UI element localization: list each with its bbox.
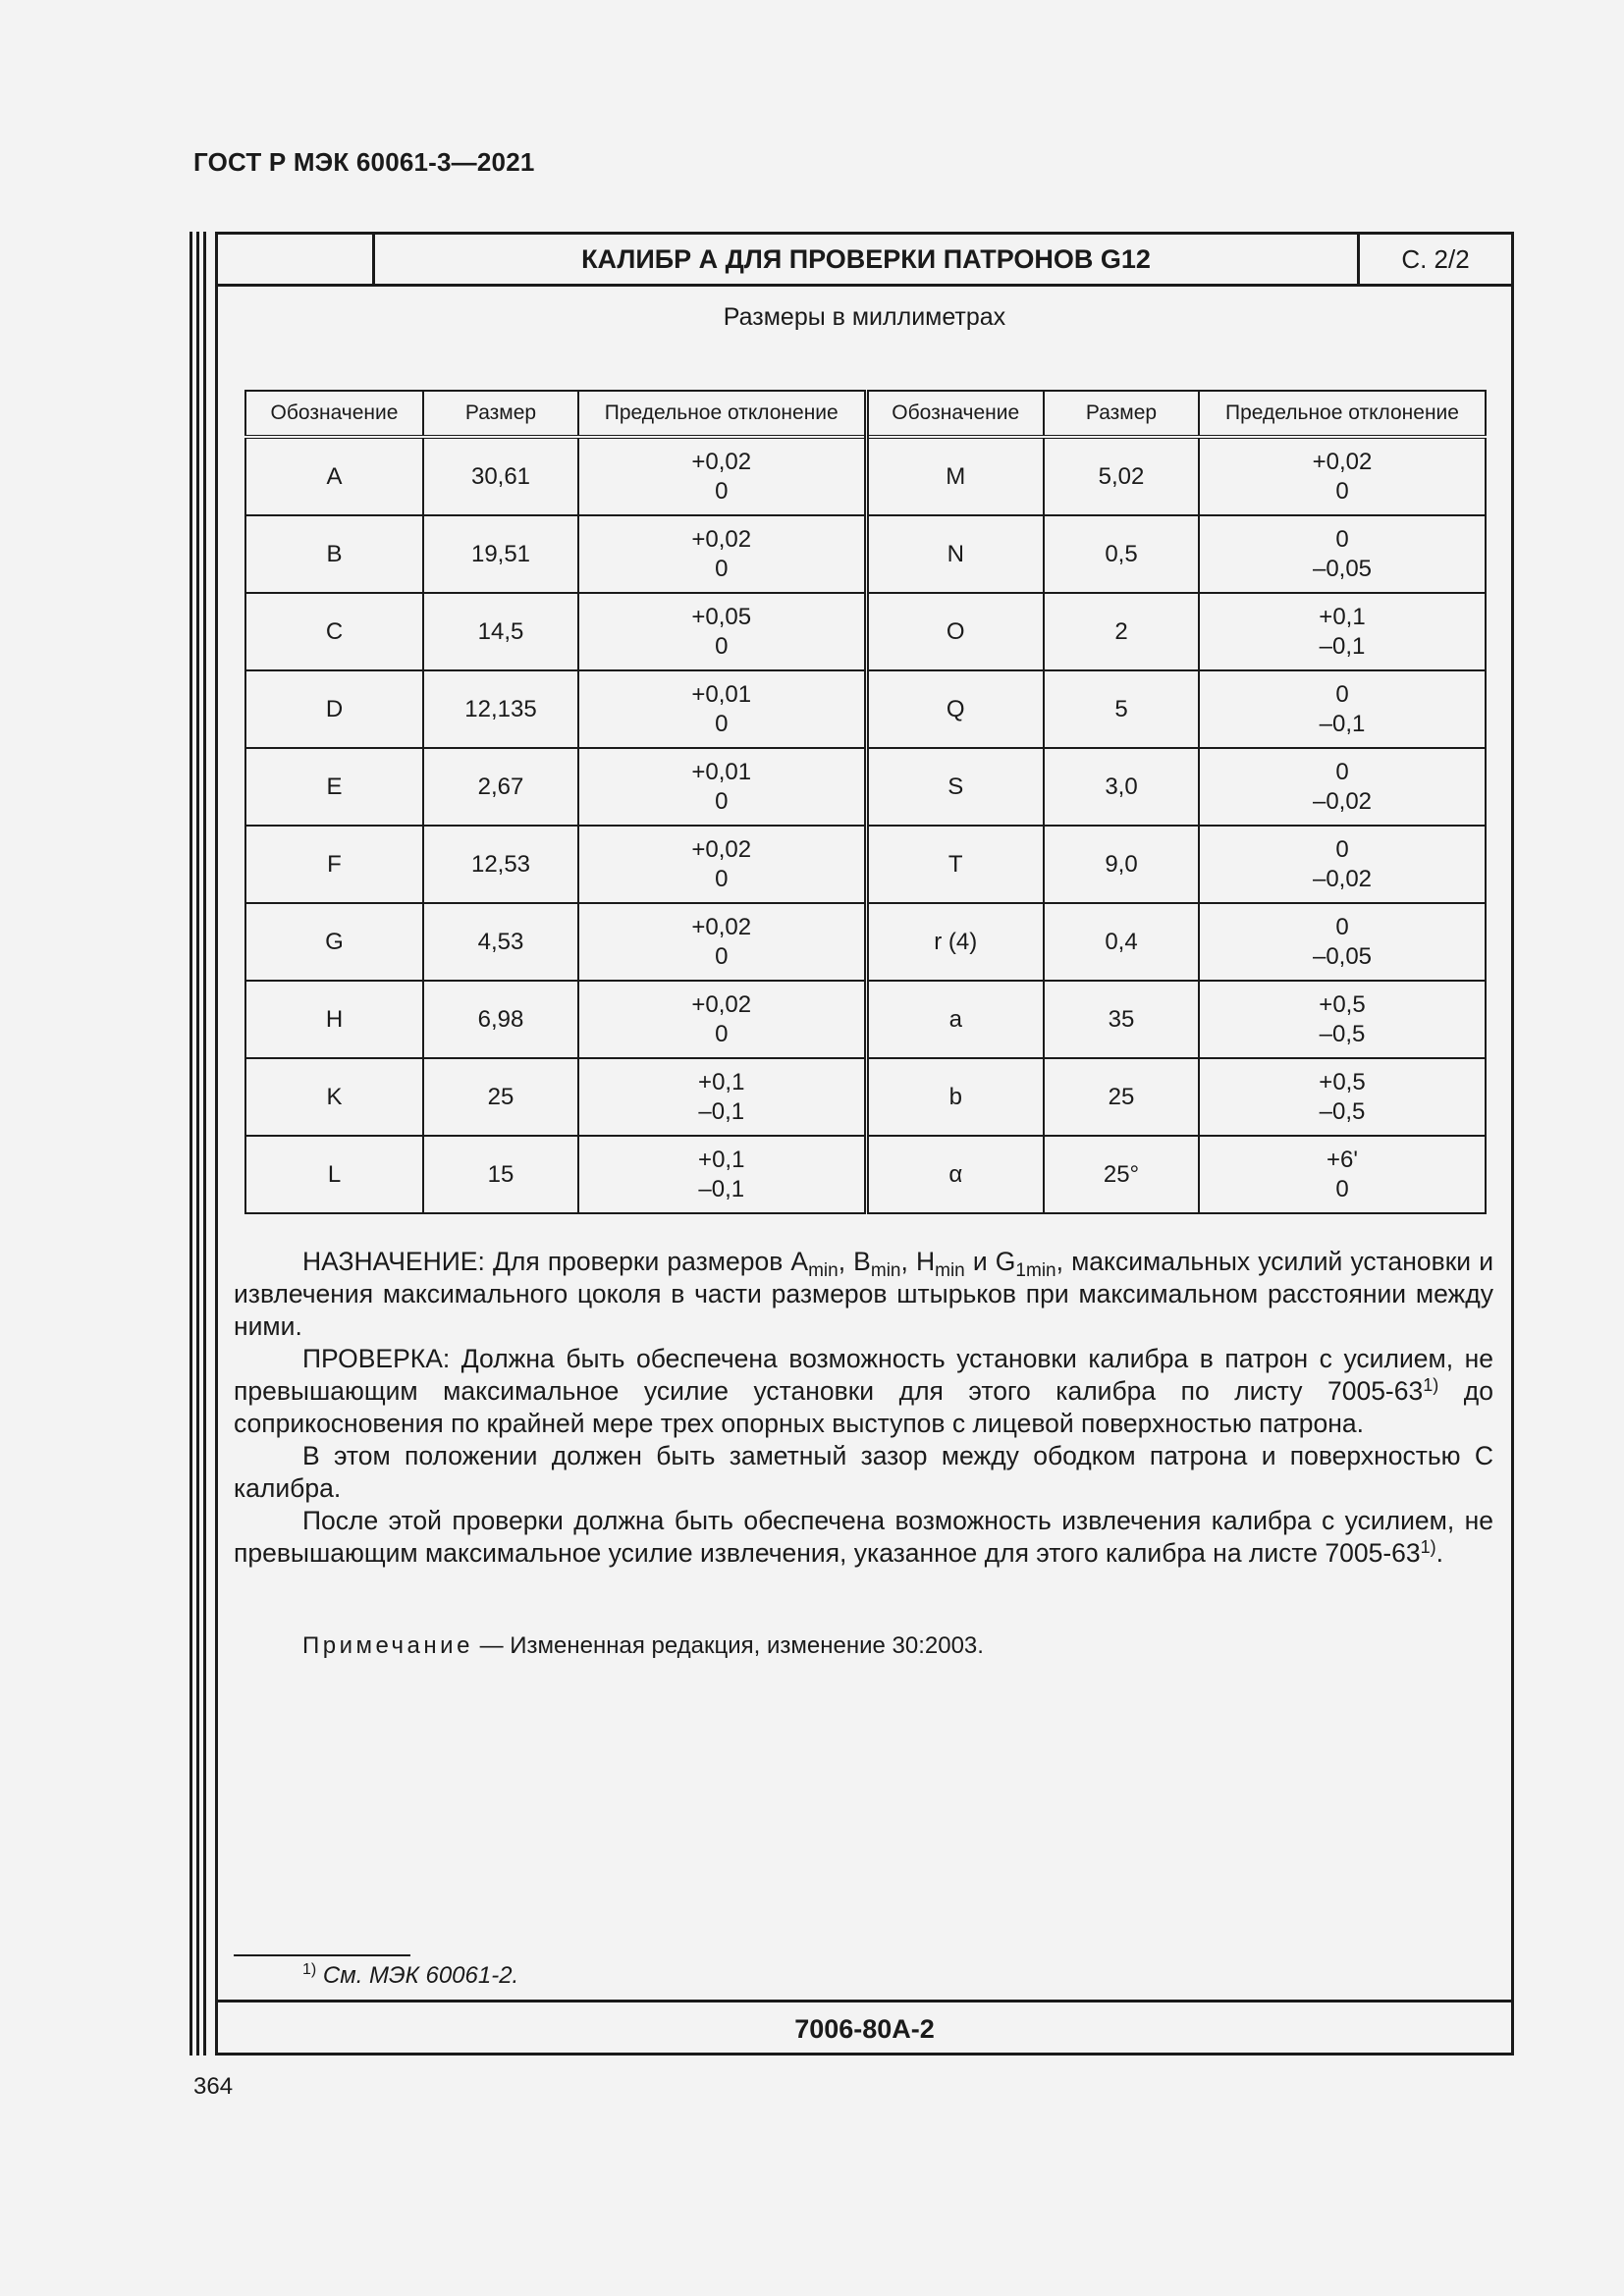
lower-deviation: –0,1 (1319, 710, 1366, 737)
lower-deviation: 0 (715, 632, 729, 660)
size-cell: 0,4 (1044, 903, 1199, 981)
drawing-frame (215, 232, 1514, 2056)
removal-paragraph (234, 1505, 1493, 1570)
size-cell: 15 (423, 1136, 578, 1213)
position-paragraph: В этом положении должен быть заметный зазор между ободком патрона и поверхностью C калибра. (234, 1441, 1493, 1503)
lower-deviation: –0,02 (1312, 865, 1373, 892)
tolerance-cell (578, 515, 866, 593)
margin-bars (189, 232, 207, 2056)
text-run: , B (838, 1247, 871, 1276)
size-cell: 30,61 (423, 437, 578, 515)
dimensions-caption: Размеры в миллиметрах (723, 303, 1006, 331)
symbol-cell: L (245, 1136, 423, 1213)
table-row (245, 1058, 1486, 1136)
size-cell: 3,0 (1044, 748, 1199, 826)
upper-deviation: +0,02 (691, 525, 752, 553)
dimensions-table (244, 390, 1487, 1214)
tolerance-cell (578, 1058, 866, 1136)
symbol-cell: K (245, 1058, 423, 1136)
lower-deviation: 0 (715, 555, 729, 582)
lower-deviation: –0,05 (1312, 942, 1373, 970)
table-row (245, 515, 1486, 593)
text-run: . (1435, 1538, 1444, 1568)
standard-header: ГОСТ Р МЭК 60061-3—2021 (193, 147, 535, 177)
lower-deviation: –0,05 (1312, 555, 1373, 582)
symbol-cell: B (245, 515, 423, 593)
size-cell: 5 (1044, 670, 1199, 748)
size-cell: 25° (1044, 1136, 1199, 1213)
column-header: Предельное отклонение (1199, 391, 1486, 437)
size-cell: 5,02 (1044, 437, 1199, 515)
table-row (245, 826, 1486, 903)
title-block (218, 235, 1511, 287)
table-row (245, 1136, 1486, 1213)
lower-deviation: –0,5 (1319, 1020, 1366, 1047)
upper-deviation: +0,02 (691, 835, 752, 863)
drawing-number: 7006-80A-2 (218, 2000, 1511, 2056)
upper-deviation: 0 (1335, 913, 1349, 940)
tolerance-cell (578, 748, 866, 826)
table-row (245, 670, 1486, 748)
upper-deviation: +0,01 (691, 680, 752, 708)
symbol-cell: C (245, 593, 423, 670)
subscript: min (870, 1260, 901, 1281)
symbol-cell: G (245, 903, 423, 981)
table-row (245, 748, 1486, 826)
text-run: , максимальных усилий установки и извлечения максимального цоколя в части размеров штырьков при максимальном расстоянии между ними. (234, 1247, 1494, 1341)
sheet-number: С. 2/2 (1401, 243, 1470, 274)
symbol-cell: D (245, 670, 423, 748)
text-run: , H (900, 1247, 936, 1276)
table-row (245, 437, 1486, 515)
size-cell: 6,98 (423, 981, 578, 1058)
text-run: После этой проверки должна быть обеспечена возможность извлечения калибра с усилием, не превышающим максимальное усилие извлечения, указанное для этого калибра на листе 7005-63 (234, 1506, 1493, 1568)
tolerance-cell (1199, 515, 1486, 593)
upper-deviation: +0,1 (698, 1146, 745, 1173)
tolerance-cell (1199, 981, 1486, 1058)
size-cell: 9,0 (1044, 826, 1199, 903)
text-run: до соприкосновения по крайней мере трех опорных выступов с лицевой поверхностью патрона. (234, 1376, 1493, 1438)
footnote-ref: 1) (1423, 1375, 1439, 1395)
upper-deviation: 0 (1335, 525, 1349, 553)
column-header: Размер (423, 391, 578, 437)
lower-deviation: 0 (715, 710, 729, 737)
lower-deviation: –0,1 (698, 1097, 745, 1125)
column-header: Размер (1044, 391, 1199, 437)
table-row (245, 903, 1486, 981)
purpose-lead: НАЗНАЧЕНИЕ: Для проверки размеров A (302, 1247, 809, 1276)
upper-deviation: 0 (1335, 758, 1349, 785)
text-run: и G (964, 1247, 1016, 1276)
column-header: Предельное отклонение (578, 391, 866, 437)
symbol-cell: a (866, 981, 1044, 1058)
tolerance-cell (1199, 670, 1486, 748)
upper-deviation: +0,02 (691, 913, 752, 940)
tolerance-cell (578, 826, 866, 903)
footnote-ref: 1) (1420, 1537, 1436, 1557)
upper-deviation: +0,02 (691, 990, 752, 1018)
symbol-cell: r (4) (866, 903, 1044, 981)
size-cell: 25 (423, 1058, 578, 1136)
size-cell: 12,135 (423, 670, 578, 748)
lower-deviation: 0 (715, 865, 729, 892)
footnote-mark: 1) (302, 1961, 317, 1978)
symbol-cell: F (245, 826, 423, 903)
tolerance-cell (578, 903, 866, 981)
upper-deviation: +0,01 (691, 758, 752, 785)
tolerance-cell (578, 437, 866, 515)
symbol-cell: H (245, 981, 423, 1058)
size-cell: 35 (1044, 981, 1199, 1058)
subscript: min (935, 1260, 965, 1281)
note-label: Примечание (302, 1632, 473, 1659)
lower-deviation: –0,1 (698, 1175, 745, 1202)
tolerance-cell (578, 1136, 866, 1213)
size-cell: 4,53 (423, 903, 578, 981)
body-text (234, 1246, 1493, 1570)
purpose-paragraph (234, 1246, 1493, 1343)
tolerance-cell (578, 981, 866, 1058)
note-text: — Измененная редакция, изменение 30:2003. (472, 1632, 984, 1659)
subscript: min (808, 1260, 839, 1281)
lower-deviation: 0 (1335, 1175, 1349, 1202)
symbol-cell: N (866, 515, 1044, 593)
upper-deviation: 0 (1335, 680, 1349, 708)
lower-deviation: –0,02 (1312, 787, 1373, 815)
lower-deviation: 0 (715, 477, 729, 505)
symbol-cell: S (866, 748, 1044, 826)
text-run: ПРОВЕРКА: Должна быть обеспечена возможность установки калибра в патрон с усилием, не превышающим максимальное усилие установки для этого калибра по листу 7005-63 (234, 1344, 1493, 1406)
upper-deviation: +0,1 (698, 1068, 745, 1095)
upper-deviation: +0,02 (1312, 448, 1373, 475)
tolerance-cell (1199, 1136, 1486, 1213)
lower-deviation: –0,5 (1319, 1097, 1366, 1125)
table-row (245, 593, 1486, 670)
upper-deviation: +0,02 (691, 448, 752, 475)
table-header-row (245, 391, 1486, 437)
lower-deviation: 0 (715, 1020, 729, 1047)
column-header: Обозначение (866, 391, 1044, 437)
lower-deviation: 0 (715, 942, 729, 970)
tolerance-cell (578, 593, 866, 670)
size-cell: 12,53 (423, 826, 578, 903)
tolerance-cell (1199, 593, 1486, 670)
check-paragraph (234, 1343, 1493, 1440)
symbol-cell: α (866, 1136, 1044, 1213)
upper-deviation: +0,1 (1319, 603, 1366, 630)
lower-deviation: 0 (715, 787, 729, 815)
sheet-title: КАЛИБР А ДЛЯ ПРОВЕРКИ ПАТРОНОВ G12 (375, 235, 1360, 284)
size-cell: 19,51 (423, 515, 578, 593)
symbol-cell: M (866, 437, 1044, 515)
upper-deviation: +0,05 (691, 603, 752, 630)
size-cell: 0,5 (1044, 515, 1199, 593)
tolerance-cell (1199, 1058, 1486, 1136)
tolerance-cell (1199, 903, 1486, 981)
tolerance-cell (1199, 437, 1486, 515)
table-row (245, 981, 1486, 1058)
size-cell: 14,5 (423, 593, 578, 670)
upper-deviation: +0,5 (1319, 1068, 1366, 1095)
tolerance-cell (1199, 748, 1486, 826)
symbol-cell: T (866, 826, 1044, 903)
upper-deviation: 0 (1335, 835, 1349, 863)
note (302, 1632, 984, 1660)
table-body (245, 437, 1486, 1213)
size-cell: 2,67 (423, 748, 578, 826)
tolerance-cell (578, 670, 866, 748)
lower-deviation: –0,1 (1319, 632, 1366, 660)
size-cell: 2 (1044, 593, 1199, 670)
symbol-cell: A (245, 437, 423, 515)
subscript: 1min (1015, 1260, 1056, 1281)
symbol-cell: O (866, 593, 1044, 670)
symbol-cell: b (866, 1058, 1044, 1136)
size-cell: 25 (1044, 1058, 1199, 1136)
lower-deviation: 0 (1335, 477, 1349, 505)
symbol-cell: E (245, 748, 423, 826)
page-number: 364 (193, 2073, 234, 2100)
column-header: Обозначение (245, 391, 423, 437)
footnote-text: См. МЭК 60061-2. (316, 1962, 519, 1989)
symbol-cell: Q (866, 670, 1044, 748)
upper-deviation: +6' (1326, 1146, 1358, 1173)
upper-deviation: +0,5 (1319, 990, 1366, 1018)
title-empty-cell (218, 235, 375, 284)
footnote (302, 1962, 518, 1990)
tolerance-cell (1199, 826, 1486, 903)
footnote-divider (234, 1954, 410, 1956)
